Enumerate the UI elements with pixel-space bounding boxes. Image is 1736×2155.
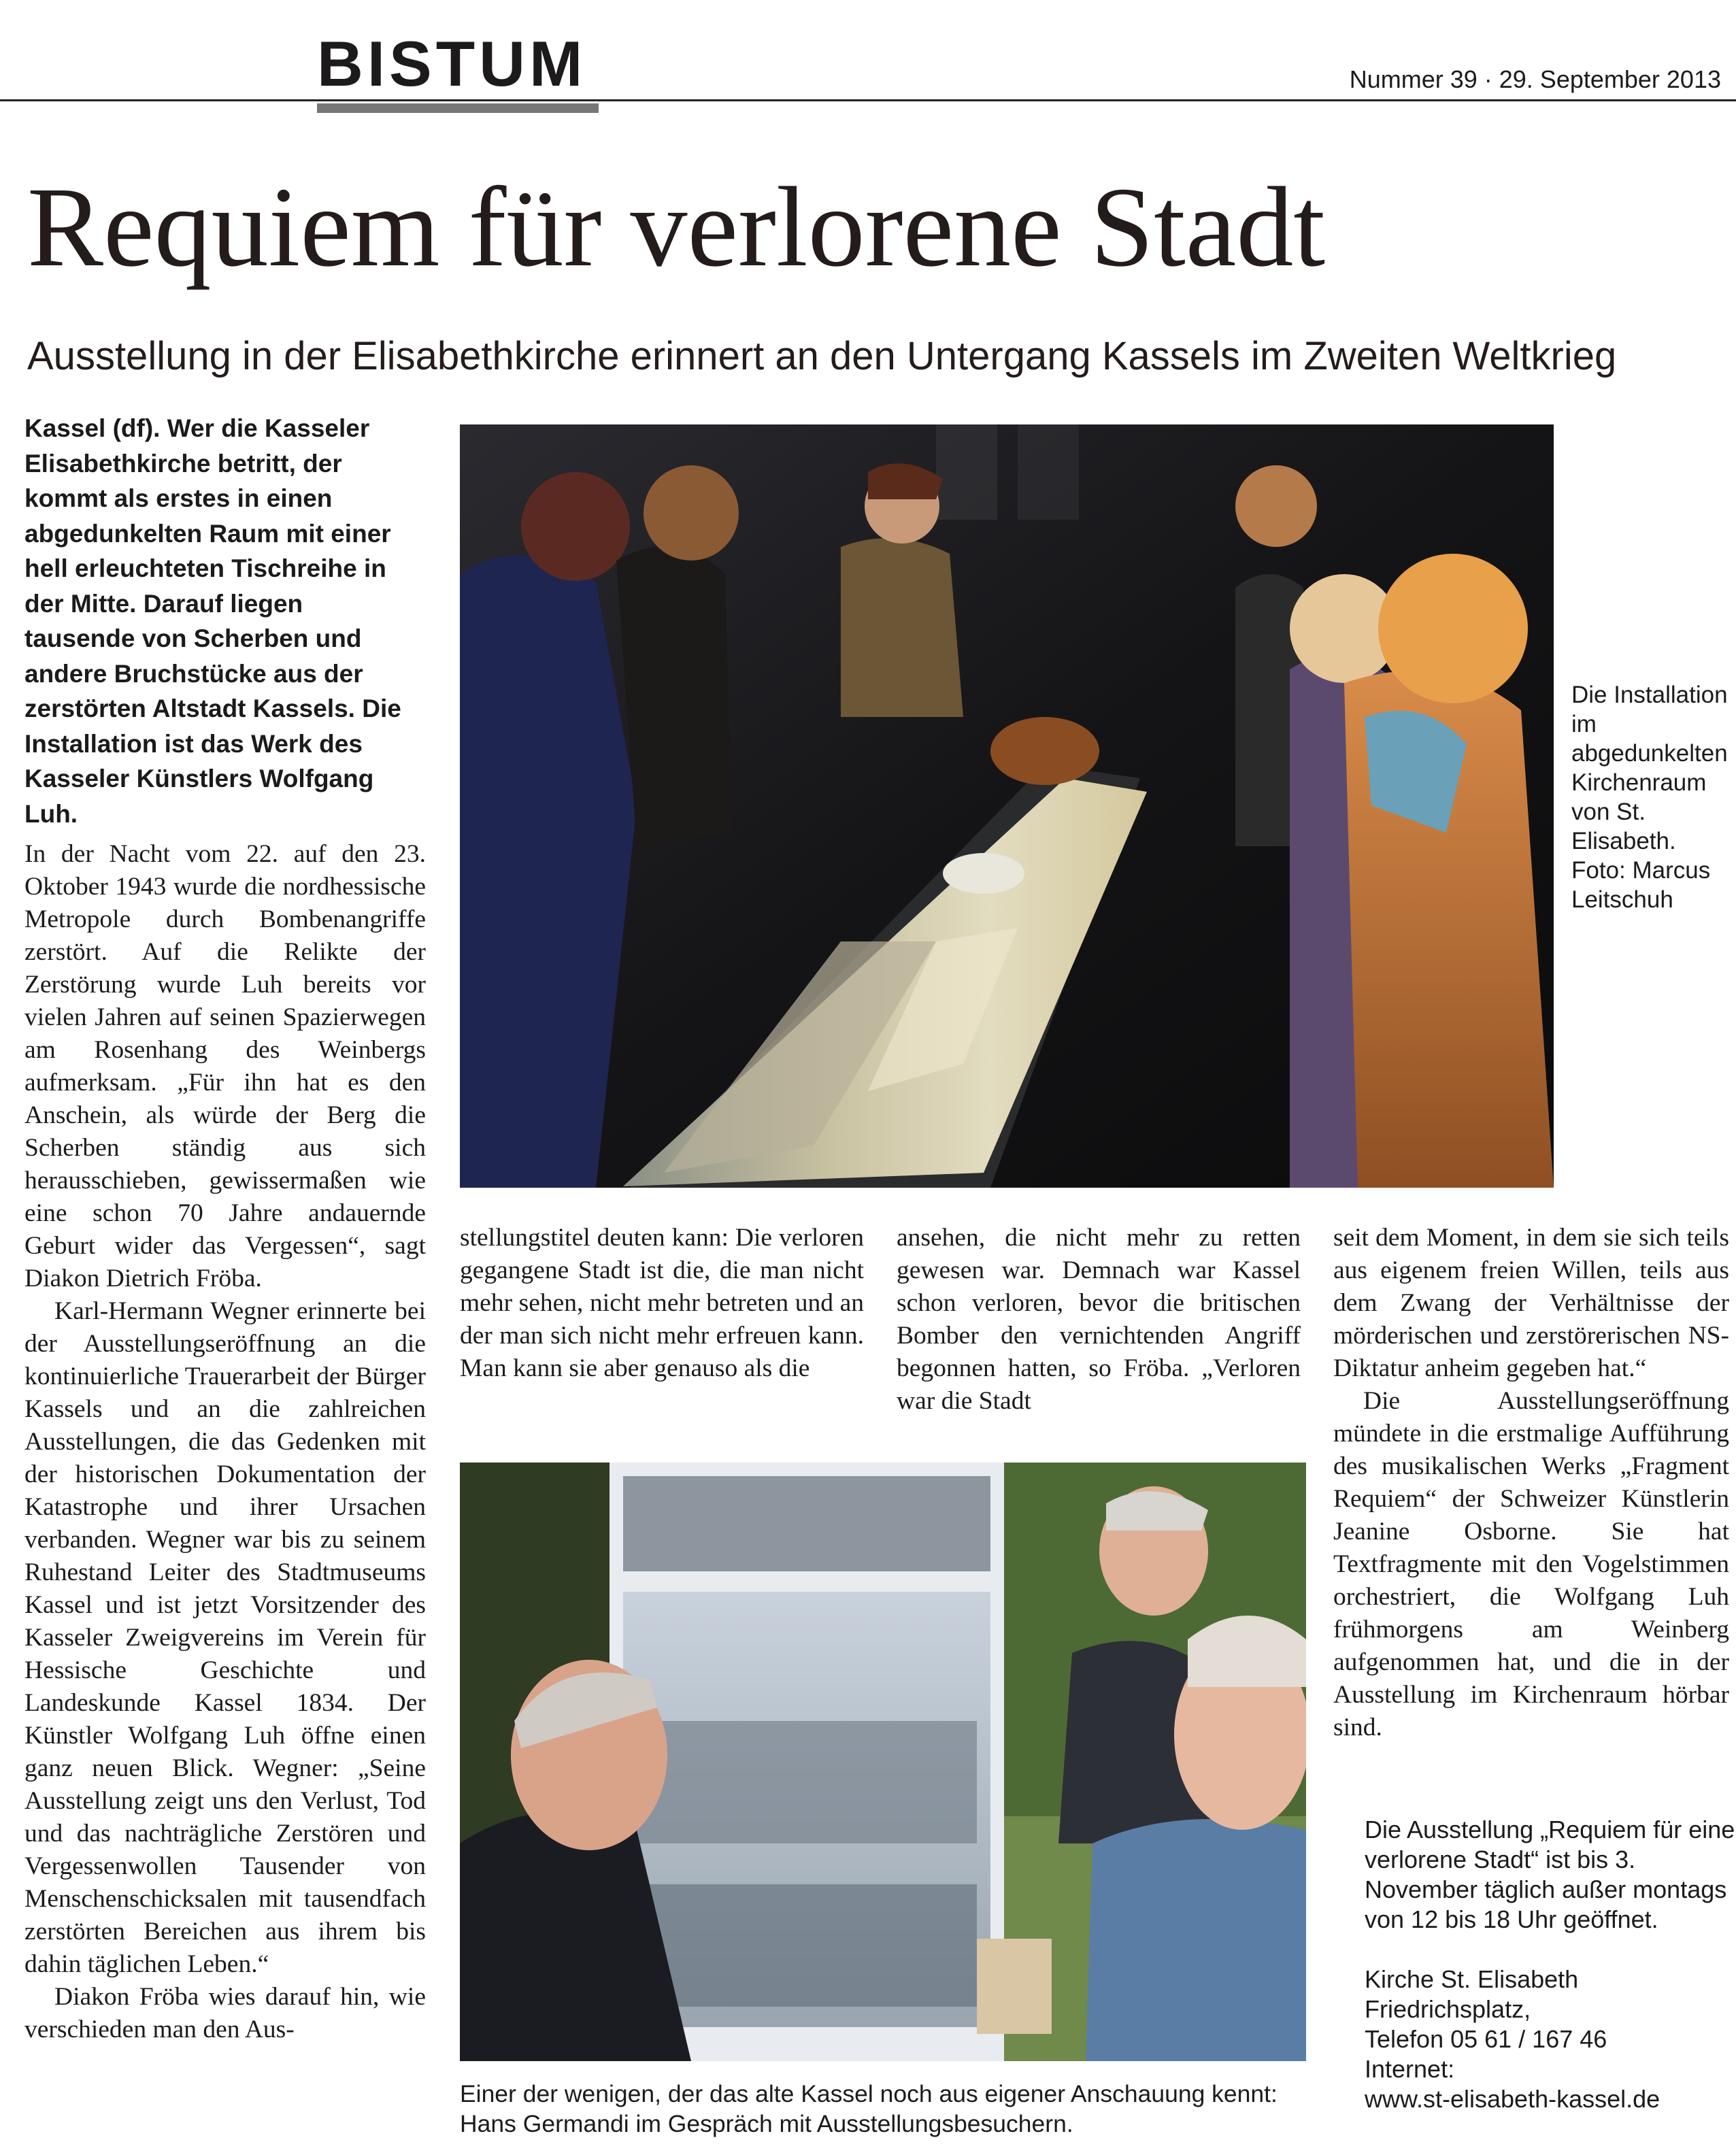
top-photo-caption: Die Installation im abgedunkelten Kirchenraum von St. Elisabeth. Foto: Marcus Leitschuh [1571,682,1728,913]
body-paragraph: seit dem Moment, in dem sie sich teils aus eigenem freien Willen, teils aus dem Zwang der Verhältnisse der mörderischen und zerstörerischen NS-Diktatur anheim gegeben hat.“ [1333,1224,1729,1382]
lead-paragraph: Kassel (df). Wer die Kasseler Elisabethkirche betritt, der kommt als erstes in einen abgedunkelten Raum mit einer hell erleuchteten Tischreihe in der Mitte. Darauf liegen tausende von Scherben und andere Bruchstücke aus der zerstörten Altstadt Kassels. Die Installation ist das Werk des Kasseler Künstlers Wolfgang Luh. [24,414,401,828]
visitors-photo [460,1463,1306,2061]
internet-label: Internet: [1365,2055,1455,2083]
article-column-2: stellungstitel deuten kann: Die verloren gegangene Stadt ist die, die man nicht mehr sehen, nicht mehr betreten und an der man sich nicht mehr erfreuen kann. Man kann sie aber genauso als die [460,1224,864,1382]
church-phone: Telefon 05 61 / 167 46 [1365,2025,1607,2053]
bottom-photo-caption: Einer der wenigen, der das alte Kassel noch aus eigener Anschauung kennt: Hans Germandi im Gespräch mit Ausstellungsbesuchern. [460,2080,1278,2137]
exhibition-hours: Die Ausstellung „Requiem für eine verlorene Stadt“ ist bis 3. November täglich außer montags von 12 bis 18 Uhr geöffnet. [1365,1816,1735,1933]
body-paragraph: Die Ausstellungseröffnung mündete in die erstmalige Aufführung des musikalischen Werks „Fragment Requiem“ der Schweizer Künstlerin Jeanine Osborne. Sie hat Textfragmente mit den Vogelstimmen orchestriert, die Wolfgang Luh frühmorgens am Weinberg aufgenommen hat, und die in der Ausstellung im Kirchenraum hörbar sind. [1333,1387,1729,1741]
headline: Requiem für verlorene Stadt [27,164,1326,290]
visitors-photo-image [460,1463,1306,2061]
article-column-3: ansehen, die nicht mehr zu retten gewesen war. Demnach war Kassel schon verloren, bevor die britischen Bomber den vernichtenden Angriff begonnen hatten, so Fröba. „Verloren war die Stadt [897,1224,1301,1415]
installation-photo-image [460,424,1554,1188]
article-column-1 [24,838,426,2046]
section-label: BISTUM [317,28,587,99]
article-column-4 [1333,1222,1729,1744]
exhibition-info-box [1365,1815,1736,2114]
body-paragraph: Karl-Hermann Wegner erinnerte bei der Ausstellungseröffnung an die kontinuierliche Trauerarbeit der Bürger Kassels und an die zahlreichen Ausstellungen, die das Gedenken mit der historischen Dokumentation der Katastrophe und ihrer Ursachen verbanden. Wegner war bis zu seinem Ruhestand Leiter des Stadtmuseums Kassel und ist jetzt Vorsitzender des Kasseler Zweigvereins im Verein für Hessische Geschichte und Landeskunde Kassel 1834. Der Künstler Wolfgang Luh öffne einen ganz neuen Blick. Wegner: „Seine Ausstellung zeigt uns den Verlust, Tod und das nachträgliche Zerstören und Vergessenwollen Tausender von Menschenschicksalen mit tausendfach zerstörten Bereichen aus ihrem bis dahin täglichen Leben.“ [24,1297,426,1978]
installation-photo [460,424,1554,1188]
church-name: Kirche St. Elisabeth [1365,1965,1579,1993]
website-link[interactable]: www.st-elisabeth-kassel.de [1365,2085,1660,2113]
church-address: Friedrichsplatz, [1365,1995,1531,2023]
header-accent-bar [317,103,599,113]
body-paragraph: In der Nacht vom 22. auf den 23. Oktober 1943 wurde die nordhessische Metropole durch Bombenangriffe zerstört. Auf die Relikte der Zerstörung wurde Luh bereits vor vielen Jahren auf seinen Spazierwegen am Rosenhang des Weinbergs aufmerksam. „Für ihn hat es den Anschein, als würde der Berg die Scherben ständig aus sich herausschieben, gewissermaßen wie eine schon 70 Jahre andauernde Geburt wider das Vergessen“, sagt Diakon Dietrich Fröba. [24,840,426,1292]
body-paragraph: Diakon Fröba wies darauf hin, wie verschieden man den Aus- [24,1983,426,2043]
header-rule [0,99,1736,101]
subheadline: Ausstellung in der Elisabethkirche erinnert an den Untergang Kassels im Zweiten Weltkrieg [27,334,1617,378]
issue-date: Nummer 39 · 29. September 2013 [1349,65,1721,93]
